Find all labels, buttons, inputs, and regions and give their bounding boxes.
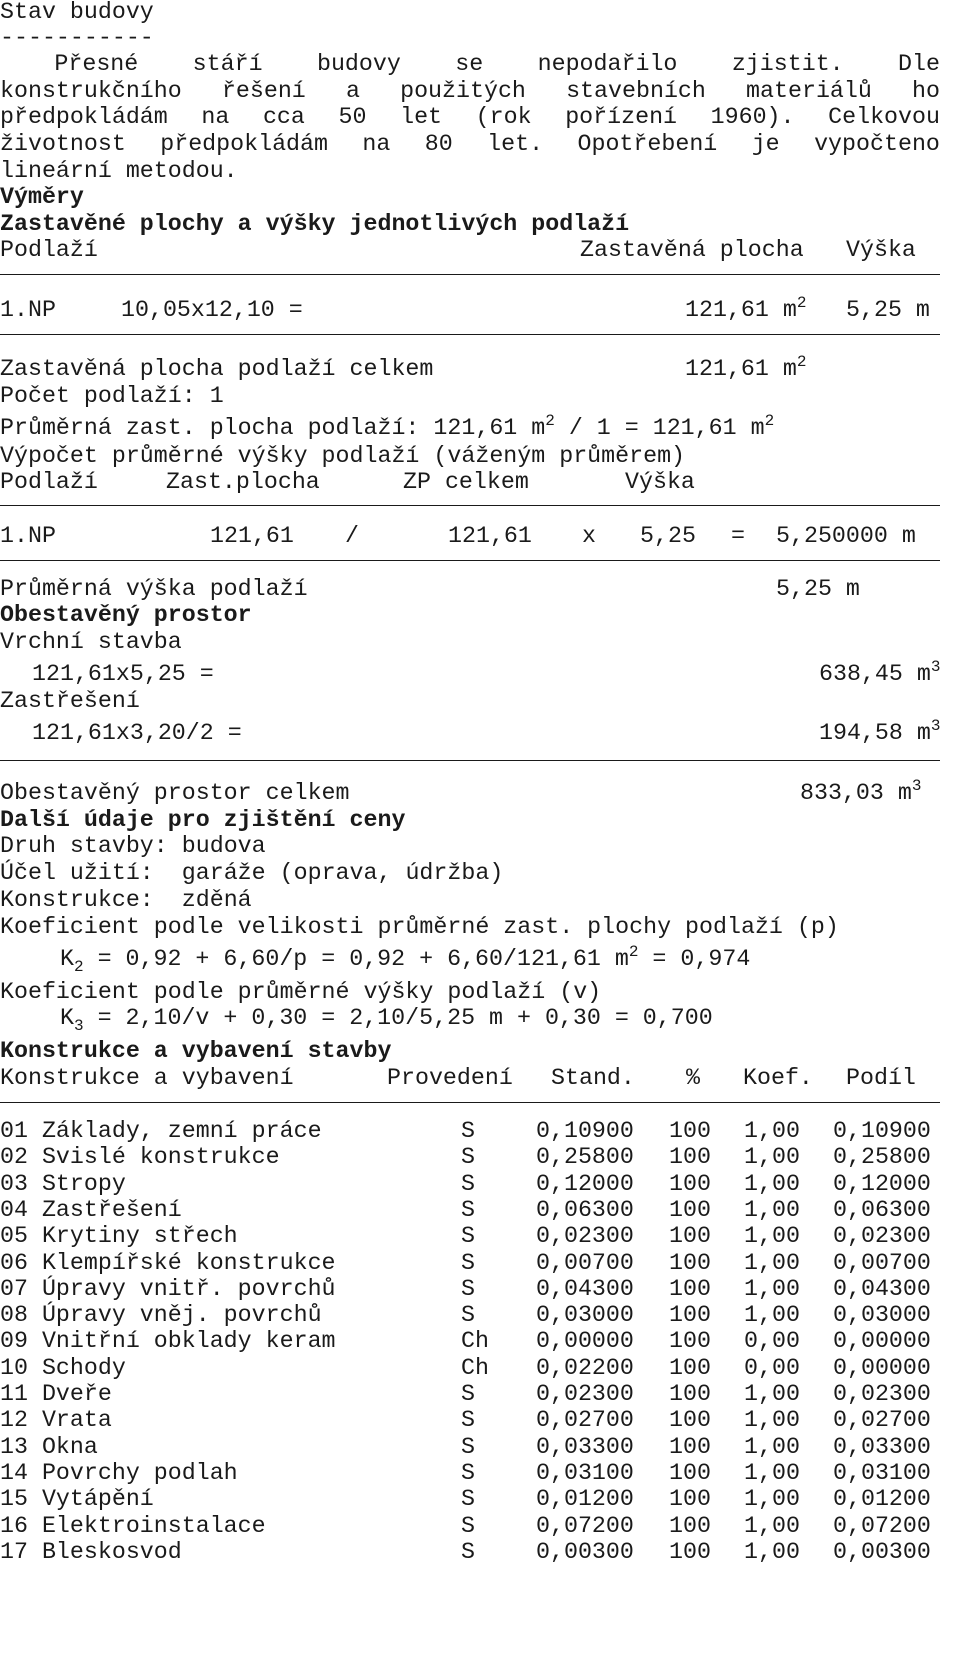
row-height: 5,25 m bbox=[846, 297, 930, 323]
divider bbox=[0, 274, 940, 275]
table-cell: 0,02300 bbox=[536, 1223, 634, 1249]
table-cell: 100 bbox=[669, 1197, 711, 1223]
divider bbox=[0, 505, 940, 506]
table-cell: 100 bbox=[669, 1381, 711, 1407]
table-cell: S bbox=[461, 1276, 475, 1302]
kv-col-header: Koef. bbox=[743, 1065, 813, 1091]
divider bbox=[0, 1102, 940, 1103]
table-cell: 100 bbox=[669, 1302, 711, 1328]
table-cell: 1,00 bbox=[744, 1434, 800, 1460]
table-cell: 0,04300 bbox=[536, 1276, 634, 1302]
table-cell: 100 bbox=[669, 1276, 711, 1302]
word: stáří bbox=[192, 51, 263, 77]
table-cell: 1,00 bbox=[744, 1171, 800, 1197]
word: řešení bbox=[221, 78, 306, 104]
table-cell: 1,00 bbox=[744, 1250, 800, 1276]
table-cell: S bbox=[461, 1486, 475, 1512]
table-cell: 0,02200 bbox=[536, 1355, 634, 1381]
table-cell: 0,02300 bbox=[833, 1381, 931, 1407]
pocet-podlazi: Počet podlaží: 1 bbox=[0, 383, 224, 409]
table-cell: 0,00 bbox=[744, 1355, 800, 1381]
table-cell: 0,02300 bbox=[833, 1223, 931, 1249]
prumerna-vyska-value: 5,25 m bbox=[776, 576, 860, 602]
table-cell: 0,12000 bbox=[833, 1171, 931, 1197]
vypocet-heading: Výpočet průměrné výšky podlaží (váženým průměrem) bbox=[0, 443, 686, 469]
table-cell: S bbox=[461, 1407, 475, 1433]
section-heading-zastavene: Zastavěné plochy a výšky jednotlivých podlaží bbox=[0, 211, 630, 237]
word: 1960). bbox=[710, 104, 795, 130]
table-cell: 100 bbox=[669, 1513, 711, 1539]
kv-col-header: Konstrukce a vybavení bbox=[0, 1065, 294, 1091]
table-cell: 0,25800 bbox=[833, 1144, 931, 1170]
table-row-label: 17 Bleskosvod bbox=[0, 1539, 182, 1565]
word: Celkovou bbox=[828, 104, 940, 130]
prumerna-vyska-label: Průměrná výška podlaží bbox=[0, 576, 308, 602]
table-cell: 0,03000 bbox=[833, 1302, 931, 1328]
word: ho bbox=[912, 78, 940, 104]
table-cell: 100 bbox=[669, 1460, 711, 1486]
table-row-label: 04 Zastřešení bbox=[0, 1197, 182, 1223]
word: Opotřebení bbox=[577, 131, 718, 157]
table-cell: 0,01200 bbox=[833, 1486, 931, 1512]
table-cell: 0,12000 bbox=[536, 1171, 634, 1197]
vyska-row-zp: 121,61 bbox=[448, 523, 532, 549]
zast-total-label: Zastavěná plocha podlaží celkem bbox=[0, 356, 434, 382]
section-heading-konstrukce-vybaveni: Konstrukce a vybavení stavby bbox=[0, 1038, 392, 1064]
divider bbox=[0, 560, 940, 561]
table-row-label: 01 Základy, zemní práce bbox=[0, 1118, 322, 1144]
word: je bbox=[751, 131, 780, 157]
col-header-zast-plocha: Zast.plocha bbox=[166, 469, 320, 495]
table-cell: 1,00 bbox=[744, 1276, 800, 1302]
row-formula: 10,05x12,10 = bbox=[121, 297, 303, 323]
prumerna-zast-plocha: Průměrná zast. plocha podlaží: 121,61 $m^2 / 1 = 121,61$ $m^2$ bbox=[0, 412, 775, 441]
table-row-label: 05 Krytiny střech bbox=[0, 1223, 238, 1249]
table-cell: S bbox=[461, 1460, 475, 1486]
table-cell: 100 bbox=[669, 1144, 711, 1170]
table-row-label: 12 Vrata bbox=[0, 1407, 112, 1433]
word: (rok bbox=[475, 104, 532, 130]
stav-line-4 bbox=[0, 130, 940, 158]
table-row-label: 08 Úpravy vněj. povrchů bbox=[0, 1302, 322, 1328]
table-row-label: 16 Elektroinstalace bbox=[0, 1513, 266, 1539]
word: 50 bbox=[338, 104, 367, 130]
word: vypočteno bbox=[814, 131, 940, 157]
table-row-label: 11 Dveře bbox=[0, 1381, 112, 1407]
table-cell: 1,00 bbox=[744, 1302, 800, 1328]
word: životnost bbox=[0, 131, 126, 157]
stav-line-5: lineární metodou. bbox=[0, 158, 238, 184]
table-cell: 0,07200 bbox=[536, 1513, 634, 1539]
table-cell: 100 bbox=[669, 1434, 711, 1460]
section-heading-vymery: Výměry bbox=[0, 184, 84, 210]
druh-stavby: Druh stavby: budova bbox=[0, 833, 266, 859]
divider bbox=[0, 760, 940, 761]
word: se bbox=[455, 51, 484, 77]
word: stavebních bbox=[566, 78, 706, 104]
table-cell: 0,10900 bbox=[833, 1118, 931, 1144]
ucel-uziti: Účel užití: garáže (oprava, údržba) bbox=[0, 860, 504, 886]
word: cca bbox=[262, 104, 305, 130]
table-cell: 0,02700 bbox=[833, 1407, 931, 1433]
table-cell: 0,06300 bbox=[536, 1197, 634, 1223]
kv-col-header: % bbox=[686, 1065, 700, 1091]
word: předpokládám bbox=[160, 131, 328, 157]
table-cell: 0,00 bbox=[744, 1328, 800, 1354]
table-cell: 1,00 bbox=[744, 1486, 800, 1512]
table-cell: Ch bbox=[461, 1328, 489, 1354]
vyska-row-plocha: 121,61 bbox=[210, 523, 294, 549]
word: nepodařilo bbox=[537, 51, 678, 77]
word: zjistit. bbox=[731, 51, 844, 77]
table-row-label: 02 Svislé konstrukce bbox=[0, 1144, 280, 1170]
row-floor: 1.NP bbox=[0, 297, 56, 323]
word: 80 bbox=[424, 131, 453, 157]
section-title-stav: Stav budovy bbox=[0, 0, 154, 25]
word: předpokládám bbox=[0, 104, 168, 130]
stav-line-1 bbox=[0, 50, 940, 78]
table-cell: 100 bbox=[669, 1250, 711, 1276]
col-header-podlazi: Podlaží bbox=[0, 469, 98, 495]
k3-formula: $K_3 = 2,10/v + 0,30 = 2,10/5,25$ m + 0,30 = 0,700 bbox=[60, 1005, 713, 1035]
k2-formula: $K_2 = 0,92 + 6,60/p = 0,92 + 6,60/121,61$ $m^2 = 0,974$ bbox=[60, 943, 751, 976]
word: Přesné bbox=[54, 51, 139, 77]
table-row-label: 10 Schody bbox=[0, 1355, 126, 1381]
word: použitých bbox=[400, 78, 526, 104]
word: pořízení bbox=[565, 104, 678, 130]
table-cell: 100 bbox=[669, 1407, 711, 1433]
table-row-label: 09 Vnitřní obklady keram bbox=[0, 1328, 336, 1354]
table-cell: 100 bbox=[669, 1539, 711, 1565]
table-cell: 0,25800 bbox=[536, 1144, 634, 1170]
table-cell: S bbox=[461, 1434, 475, 1460]
table-row-label: 13 Okna bbox=[0, 1434, 98, 1460]
table-cell: 1,00 bbox=[744, 1144, 800, 1170]
col-header-zastavena-plocha: Zastavěná plocha bbox=[580, 237, 804, 263]
table-cell: S bbox=[461, 1118, 475, 1144]
table-cell: 1,00 bbox=[744, 1539, 800, 1565]
word: materiálů bbox=[746, 78, 872, 104]
table-cell: 100 bbox=[669, 1486, 711, 1512]
kv-col-header: Podíl bbox=[846, 1065, 916, 1091]
vrchni-value: 638,45 $m^3$ bbox=[819, 658, 941, 687]
table-cell: 0,02700 bbox=[536, 1407, 634, 1433]
table-cell: 0,03100 bbox=[833, 1460, 931, 1486]
table-cell: S bbox=[461, 1250, 475, 1276]
koef-p-label: Koeficient podle velikosti průměrné zast. plochy podlaží (p) bbox=[0, 914, 839, 940]
table-cell: 0,00700 bbox=[536, 1250, 634, 1276]
col-header-vyska: Výška bbox=[625, 469, 695, 495]
stav-line-3 bbox=[0, 103, 940, 131]
table-cell: S bbox=[461, 1381, 475, 1407]
kv-col-header: Provedení bbox=[387, 1065, 513, 1091]
table-cell: 0,00700 bbox=[833, 1250, 931, 1276]
vyska-row-height: 5,25 bbox=[640, 523, 696, 549]
table-cell: 0,00000 bbox=[833, 1328, 931, 1354]
obestaveny-total-label: Obestavěný prostor celkem bbox=[0, 780, 350, 806]
table-cell: 1,00 bbox=[744, 1223, 800, 1249]
zastreseni-value: 194,58 $m^3$ bbox=[819, 717, 941, 746]
table-cell: 0,07200 bbox=[833, 1513, 931, 1539]
table-row-label: 14 Povrchy podlah bbox=[0, 1460, 238, 1486]
table-cell: 0,06300 bbox=[833, 1197, 931, 1223]
table-row-label: 03 Stropy bbox=[0, 1171, 126, 1197]
table-cell: 1,00 bbox=[744, 1513, 800, 1539]
table-cell: 1,00 bbox=[744, 1197, 800, 1223]
stav-line-2 bbox=[0, 77, 940, 105]
table-cell: 0,03300 bbox=[536, 1434, 634, 1460]
word: na bbox=[362, 131, 391, 157]
table-cell: 100 bbox=[669, 1118, 711, 1144]
table-cell: 0,00300 bbox=[536, 1539, 634, 1565]
table-cell: 0,03100 bbox=[536, 1460, 634, 1486]
word: budovy bbox=[316, 51, 401, 77]
title-underline: ----------- bbox=[0, 25, 154, 51]
section-heading-obestaveny: Obestavěný prostor bbox=[0, 602, 252, 628]
kv-col-header: Stand. bbox=[551, 1065, 635, 1091]
vyska-row-eq: = bbox=[731, 523, 745, 549]
col-header-zp-celkem: ZP celkem bbox=[403, 469, 529, 495]
table-cell: 1,00 bbox=[744, 1118, 800, 1144]
table-cell: S bbox=[461, 1144, 475, 1170]
table-cell: S bbox=[461, 1513, 475, 1539]
table-cell: 0,01200 bbox=[536, 1486, 634, 1512]
table-cell: Ch bbox=[461, 1355, 489, 1381]
koef-v-label: Koeficient podle průměrné výšky podlaží (v) bbox=[0, 979, 602, 1005]
table-cell: 100 bbox=[669, 1328, 711, 1354]
table-cell: 0,00000 bbox=[833, 1355, 931, 1381]
obestaveny-total-value: 833,03 $m^3$ bbox=[800, 777, 922, 806]
table-cell: S bbox=[461, 1302, 475, 1328]
table-cell: 100 bbox=[669, 1355, 711, 1381]
table-row-label: 06 Klempířské konstrukce bbox=[0, 1250, 336, 1276]
table-cell: 1,00 bbox=[744, 1381, 800, 1407]
table-cell: S bbox=[461, 1223, 475, 1249]
table-cell: 0,10900 bbox=[536, 1118, 634, 1144]
table-cell: 0,02300 bbox=[536, 1381, 634, 1407]
zastreseni-formula: 121,61x3,20/2 = bbox=[32, 720, 242, 746]
zastreseni-label: Zastřešení bbox=[0, 688, 140, 714]
table-row-label: 07 Úpravy vnitř. povrchů bbox=[0, 1276, 336, 1302]
table-cell: 0,00000 bbox=[536, 1328, 634, 1354]
vyska-row-result: 5,250000 m bbox=[776, 523, 916, 549]
vyska-row-x: x bbox=[582, 523, 596, 549]
table-cell: 1,00 bbox=[744, 1407, 800, 1433]
word: Dle bbox=[898, 51, 940, 77]
word: let. bbox=[487, 131, 544, 157]
word: let bbox=[400, 104, 443, 130]
col-header-vyska: Výška bbox=[846, 237, 916, 263]
section-heading-dalsi: Další údaje pro zjištění ceny bbox=[0, 807, 406, 833]
table-cell: 0,03300 bbox=[833, 1434, 931, 1460]
divider bbox=[0, 334, 940, 335]
table-cell: 100 bbox=[669, 1171, 711, 1197]
table-cell: S bbox=[461, 1197, 475, 1223]
table-row-label: 15 Vytápění bbox=[0, 1486, 154, 1512]
konstrukce: Konstrukce: zděná bbox=[0, 887, 252, 913]
word: na bbox=[201, 104, 230, 130]
zast-total-value: 121,61 $m^2$ bbox=[685, 353, 807, 382]
table-cell: 0,03000 bbox=[536, 1302, 634, 1328]
table-cell: S bbox=[461, 1539, 475, 1565]
table-cell: 1,00 bbox=[744, 1460, 800, 1486]
vyska-row-slash: / bbox=[345, 523, 359, 549]
row-area: 121,61 $m^2$ bbox=[685, 294, 807, 323]
vrchni-formula: 121,61x5,25 = bbox=[32, 661, 214, 687]
word: a bbox=[345, 78, 360, 104]
table-cell: 0,04300 bbox=[833, 1276, 931, 1302]
table-cell: S bbox=[461, 1171, 475, 1197]
col-header-podlazi: Podlaží bbox=[0, 237, 98, 263]
vyska-row-floor: 1.NP bbox=[0, 523, 56, 549]
vrchni-stavba-label: Vrchní stavba bbox=[0, 629, 182, 655]
table-cell: 0,00300 bbox=[833, 1539, 931, 1565]
table-cell: 100 bbox=[669, 1223, 711, 1249]
word: konstrukčního bbox=[0, 78, 182, 104]
